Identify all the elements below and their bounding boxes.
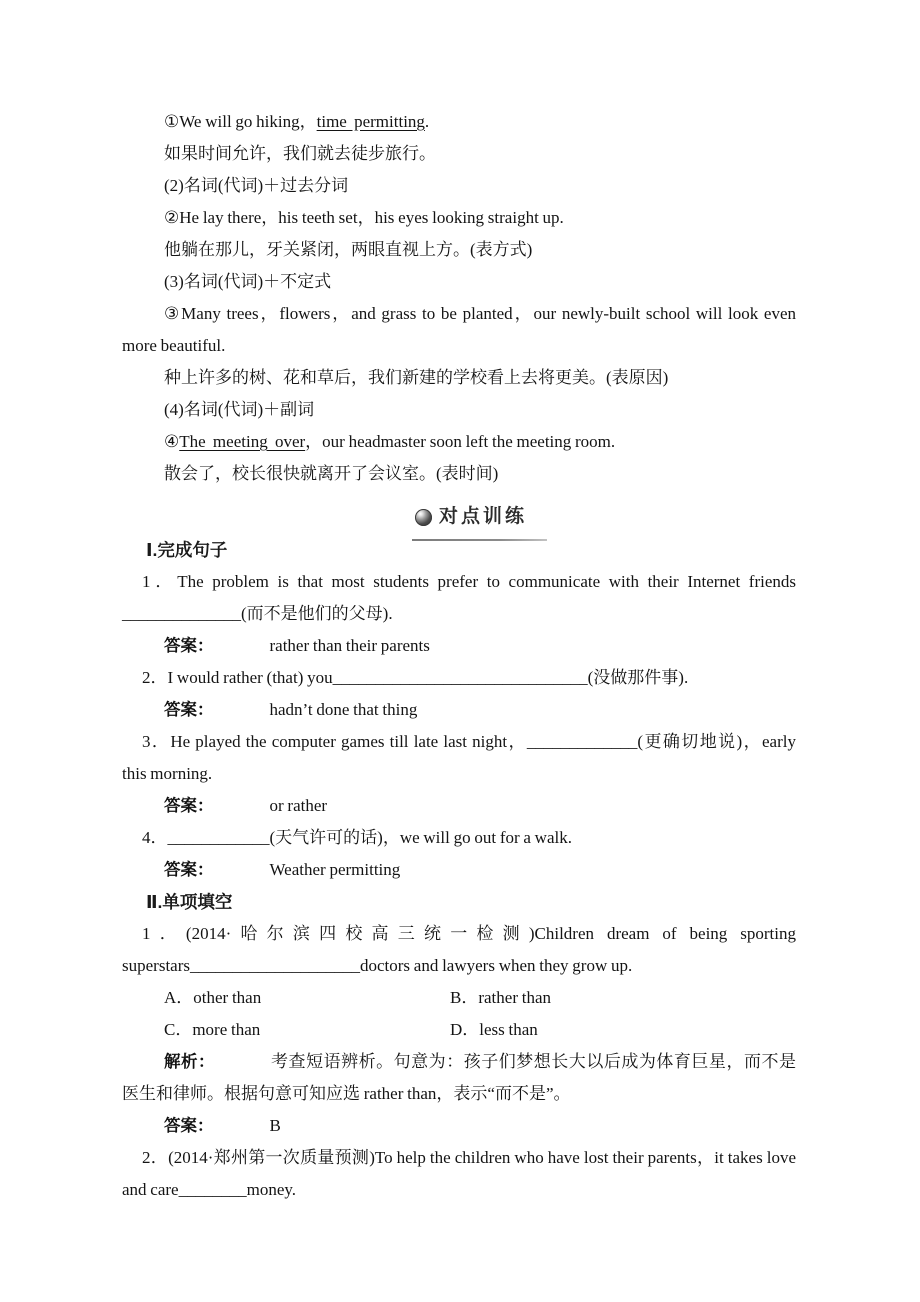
example-1-underlined-phrase: time permitting bbox=[316, 112, 425, 131]
answer-label: 答案： bbox=[164, 701, 214, 719]
s2-question-1-line-1: 1．(2014·哈尔滨四校高三统一检测)Children dream of being sporting bbox=[142, 924, 796, 943]
answer-label: 答案： bbox=[164, 1117, 214, 1135]
pattern-4-label: (4)名词(代词)＋副词 bbox=[164, 400, 315, 419]
s1-q2-text: 2．I would rather (that) you bbox=[142, 668, 333, 687]
s1-a3-value: or rather bbox=[269, 796, 328, 815]
s1-q3-blank: _____________ bbox=[526, 732, 638, 751]
s2-analysis-1-text: 考查短语辨析。句意为：孩子们梦想长大以后成为体育巨星，而不是医生和律师。根据句意可知应选 rather than，表示“而不是”。 bbox=[122, 1052, 796, 1103]
section-1-heading: Ⅰ.完成句子 bbox=[146, 540, 228, 560]
example-4-pre: ④ bbox=[164, 432, 180, 451]
s2-question-1-line-2 bbox=[122, 950, 796, 982]
s2-q2-post: money. bbox=[246, 1180, 297, 1199]
s1-answer-2 bbox=[122, 694, 796, 726]
s2-q1-options-row-1 bbox=[122, 982, 796, 1014]
example-4-underlined-phrase: The meeting over bbox=[179, 432, 306, 451]
s2-q2-blank: ________ bbox=[178, 1180, 247, 1199]
section-badge-row bbox=[122, 490, 796, 534]
example-3-en: ③Many trees，flowers，and grass to be planted，our newly-built school will look even more beautiful. bbox=[122, 304, 796, 355]
example-1-pre: ①We will go hiking， bbox=[164, 112, 317, 131]
s2-q1-line2-post: doctors and lawyers when they grow up. bbox=[359, 956, 633, 975]
s1-question-2 bbox=[122, 662, 796, 694]
s2-answer-1 bbox=[122, 1110, 796, 1142]
s1-q2-tail: (没做那件事). bbox=[587, 668, 689, 687]
s2-analysis-1 bbox=[122, 1046, 796, 1110]
s2-q2-text: 2．(2014·郑州第一次质量预测)To help the children who have lost their parents，it takes love and care bbox=[122, 1148, 796, 1199]
s2-q1-blank: ____________________ bbox=[189, 956, 360, 975]
s1-q4-text: 4． bbox=[142, 828, 168, 847]
s1-q4-blank: ____________ bbox=[167, 828, 270, 847]
s1-a4-value: Weather permitting bbox=[269, 860, 401, 879]
s1-q2-blank: ______________________________ bbox=[332, 668, 588, 687]
practice-badge-label: 对点训练 bbox=[438, 506, 527, 527]
analysis-label: 解析： bbox=[164, 1053, 216, 1071]
answer-label: 答案： bbox=[164, 637, 214, 655]
s1-q4-tail: (天气许可的话)，we will go out for a walk. bbox=[269, 828, 572, 847]
sphere-icon bbox=[415, 509, 432, 526]
option-d: D．less than bbox=[450, 1020, 538, 1039]
s1-answer-3 bbox=[122, 790, 796, 822]
s1-answer-4 bbox=[122, 854, 796, 886]
s1-answer-1 bbox=[122, 630, 796, 662]
example-4-post: ，our headmaster soon left the meeting room. bbox=[305, 432, 616, 451]
practice-badge bbox=[415, 500, 527, 534]
option-a: A．other than bbox=[164, 988, 262, 1007]
s1-q3-tail: (更确切地说)，early this morning. bbox=[122, 732, 796, 783]
pattern-2-label: (2)名词(代词)＋过去分词 bbox=[164, 176, 349, 195]
example-2-en: ②He lay there，his teeth set，his eyes looking straight up. bbox=[164, 208, 564, 227]
s2-question-2 bbox=[122, 1142, 796, 1206]
option-b: B．rather than bbox=[450, 988, 551, 1007]
example-4-zh: 散会了，校长很快就离开了会议室。(表时间) bbox=[164, 464, 499, 483]
s1-q3-text: 3．He played the computer games till late last night， bbox=[142, 732, 527, 751]
s1-question-4 bbox=[122, 822, 796, 854]
example-1-zh: 如果时间允许，我们就去徒步旅行。 bbox=[164, 144, 436, 163]
pattern-3-label: (3)名词(代词)＋不定式 bbox=[164, 272, 332, 291]
option-c: C．more than bbox=[164, 1020, 261, 1039]
s2-q1-line2-pre: superstars bbox=[122, 956, 190, 975]
example-2-zh: 他躺在那儿，牙关紧闭，两眼直视上方。(表方式) bbox=[164, 240, 533, 259]
answer-label: 答案： bbox=[164, 797, 214, 815]
example-1-en bbox=[122, 106, 796, 138]
s2-q1-options-row-2 bbox=[122, 1014, 796, 1046]
s1-question-3 bbox=[122, 726, 796, 790]
s1-a2-value: hadn’t done that thing bbox=[269, 700, 418, 719]
section-2-heading: Ⅱ.单项填空 bbox=[146, 892, 233, 912]
s1-a1-value: rather than their parents bbox=[269, 636, 430, 655]
badge-underline bbox=[412, 539, 547, 541]
s1-question-1 bbox=[122, 566, 796, 630]
example-1-post: . bbox=[424, 112, 430, 131]
s1-q1-tail: (而不是他们的父母). bbox=[241, 604, 393, 623]
example-4-en bbox=[122, 426, 796, 458]
s2-a1-value: B bbox=[269, 1116, 281, 1135]
s1-q1-blank: ______________ bbox=[122, 604, 241, 623]
answer-label: 答案： bbox=[164, 861, 214, 879]
s1-q1-text: 1．The problem is that most students prefer to communicate with their Internet friends bbox=[142, 572, 796, 591]
example-3-zh: 种上许多的树、花和草后，我们新建的学校看上去将更美。(表原因) bbox=[164, 368, 669, 387]
